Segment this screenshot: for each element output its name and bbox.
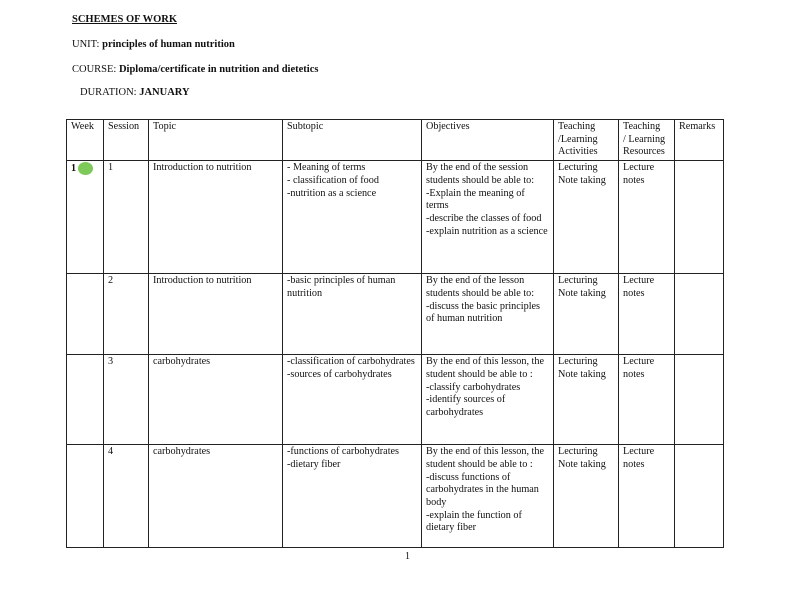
unit-line (72, 39, 235, 50)
duration-value: JANUARY (139, 87, 190, 98)
activities-cell: Lecturing Note taking (554, 161, 619, 274)
course-label: COURSE: (72, 64, 119, 75)
subtopic-cell: -basic principles of human nutrition (283, 274, 422, 355)
activities-cell: Lecturing Note taking (554, 445, 619, 548)
scheme-table (66, 119, 724, 548)
topic-cell: carbohydrates (149, 355, 283, 445)
topic-cell: Introduction to nutrition (149, 274, 283, 355)
remarks-cell (675, 445, 724, 548)
header-session: Session (104, 120, 149, 161)
resources-cell: Lecture notes (619, 445, 675, 548)
subtopic-cell: -functions of carbohydrates -dietary fiber (283, 445, 422, 548)
remarks-cell (675, 355, 724, 445)
week-number: 1 (71, 162, 77, 174)
subtopic-cell: -classification of carbohydrates -sources of carbohydrates (283, 355, 422, 445)
course-value: Diploma/certificate in nutrition and dietetics (118, 64, 319, 75)
resources-cell: Lecture notes (619, 355, 675, 445)
document-title: SCHEMES OF WORK (72, 14, 178, 25)
header-objectives: Objectives (422, 120, 554, 161)
week-cell (67, 274, 104, 355)
topic-cell: Introduction to nutrition (149, 161, 283, 274)
session-cell: 4 (104, 445, 149, 548)
activities-cell: Lecturing Note taking (554, 274, 619, 355)
table-header-row (67, 120, 724, 161)
objectives-cell: By the end of this lesson, the student should be able to : -classify carbohydrates -identify sources of carbohydrates (422, 355, 554, 445)
green-dot-icon (78, 162, 93, 175)
table-row (67, 355, 724, 445)
unit-value: principles of human nutrition (102, 39, 235, 50)
objectives-cell: By the end of the lesson students should be able to: -discuss the basic principles of human nutrition (422, 274, 554, 355)
week-cell (67, 355, 104, 445)
resources-cell: Lecture notes (619, 274, 675, 355)
table-row (67, 274, 724, 355)
subtopic-cell: - Meaning of terms - classification of food -nutrition as a science (283, 161, 422, 274)
unit-label: UNIT: (72, 39, 103, 50)
header-week: Week (67, 120, 104, 161)
session-cell: 2 (104, 274, 149, 355)
week-cell (67, 445, 104, 548)
header-resources: Teaching / Learning Resources (619, 120, 675, 161)
course-line (72, 64, 318, 75)
header-topic: Topic (149, 120, 283, 161)
table-row (67, 445, 724, 548)
header-subtopic: Subtopic (283, 120, 422, 161)
objectives-cell: By the end of the session students should be able to: -Explain the meaning of terms -describe the classes of food -explain nutrition as a science (422, 161, 554, 274)
topic-cell: carbohydrates (149, 445, 283, 548)
session-cell: 1 (104, 161, 149, 274)
activities-cell: Lecturing Note taking (554, 355, 619, 445)
table-row (67, 161, 724, 274)
duration-label: DURATION: (80, 87, 140, 98)
resources-cell: Lecture notes (619, 161, 675, 274)
header-activities: Teaching /Learning Activities (554, 120, 619, 161)
remarks-cell (675, 274, 724, 355)
week-cell (67, 161, 104, 274)
page-number: 1 (405, 551, 410, 562)
duration-line (80, 87, 190, 98)
objectives-cell: By the end of this lesson, the student should be able to : -discuss functions of carbohydrates in the human body -explain the function of dietary fiber (422, 445, 554, 548)
remarks-cell (675, 161, 724, 274)
header-remarks: Remarks (675, 120, 724, 161)
session-cell: 3 (104, 355, 149, 445)
